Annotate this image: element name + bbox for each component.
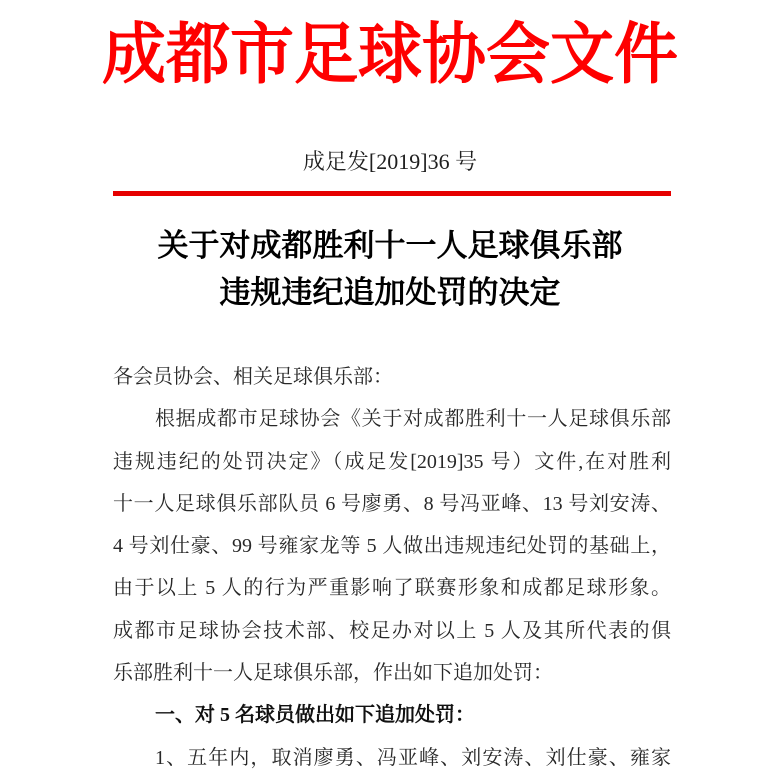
- org-title: 成都市足球协会文件: [102, 17, 678, 92]
- document-title-line-1: 关于对成都胜利十一人足球俱乐部: [157, 228, 623, 263]
- paragraph-line: 违规违纪的处罚决定》（成足发[2019]35 号）文件,在对胜利: [113, 450, 671, 473]
- paragraph-line: 十一人足球俱乐部队员 6 号廖勇、8 号冯亚峰、13 号刘安涛、: [113, 492, 671, 515]
- document-body: [113, 356, 671, 779]
- red-separator-line: [113, 191, 671, 196]
- list-item-line: 1、五年内，取消廖勇、冯亚峰、刘安涛、刘仕豪、雍家: [155, 746, 671, 769]
- document-title: [0, 222, 780, 316]
- paragraph-line: 成都市足球协会技术部、校足办对以上 5 人及其所代表的俱: [113, 619, 671, 642]
- doc-number: 成足发[2019]36 号: [302, 149, 478, 174]
- paragraph-line: 4 号刘仕豪、99 号雍家龙等 5 人做出违规违纪处罚的基础上，: [113, 535, 671, 558]
- paragraph-line: 乐部胜利十一人足球俱乐部，作出如下追加处罚：: [113, 662, 553, 685]
- salutation-line: 各会员协会、相关足球俱乐部：: [113, 366, 393, 388]
- document-title-line-2: 违规违纪追加处罚的决定: [219, 275, 561, 310]
- paragraph-line: 根据成都市足球协会《关于对成都胜利十一人足球俱乐部: [155, 408, 671, 431]
- paragraph-line: 由于以上 5 人的行为严重影响了联赛形象和成都足球形象。: [113, 577, 671, 600]
- section-heading: 一、对 5 名球员做出如下追加处罚：: [155, 704, 475, 727]
